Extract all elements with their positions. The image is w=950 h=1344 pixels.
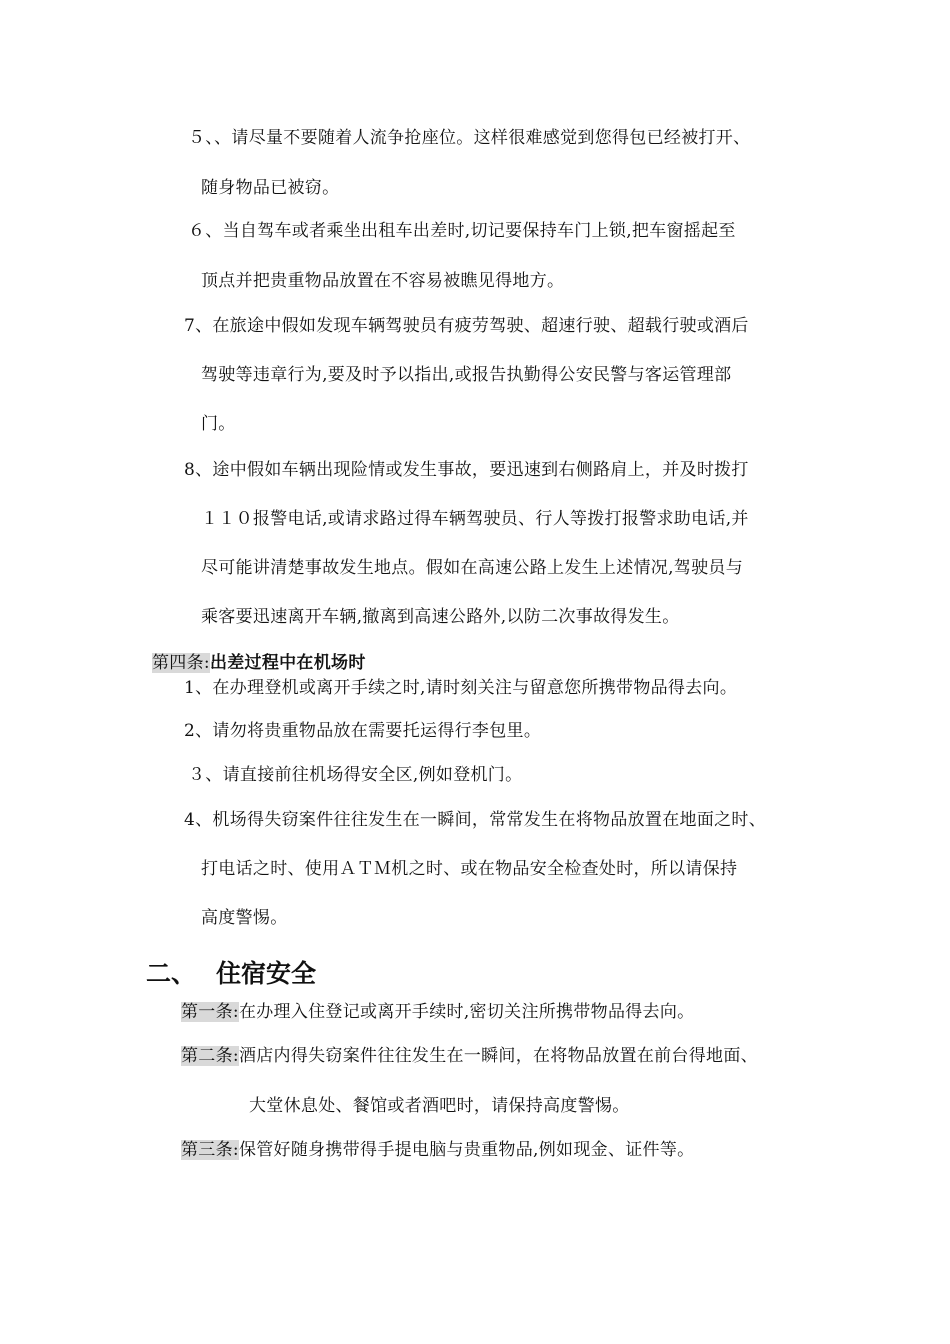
item-text: 大堂休息处、餐馆或者酒吧时，请保持高度警惕。 [249, 1096, 630, 1116]
article-heading [152, 652, 366, 674]
list-item: 打电话之时、使用ＡＴＭ机之时、或在物品安全检查处时，所以请保持 [201, 859, 738, 879]
item-label: 第三条: [181, 1140, 239, 1160]
section-item [249, 1095, 630, 1117]
list-line: ５、、请尽量不要随着人流争抢座位。这样很难感觉到您得包已经被打开、 [188, 128, 751, 148]
list-line: 随身物品已被窃。 [201, 178, 340, 198]
article-title: 出差过程中在机场时 [209, 653, 366, 673]
item-text: 在办理入住登记或离开手续时,密切关注所携带物品得去向。 [238, 1002, 695, 1022]
list-line: 驾驶等违章行为,要及时予以指出,或报告执勤得公安民警与客运管理部 [201, 365, 732, 385]
list-line: 门。 [201, 414, 236, 434]
list-item: 高度警惕。 [201, 908, 288, 928]
section-heading [146, 959, 196, 989]
section-item [181, 1045, 758, 1067]
section-item [181, 1001, 694, 1023]
section-title: 住宿安全 [216, 959, 317, 988]
section-item [181, 1139, 694, 1161]
list-line: １１０报警电话,或请求路过得车辆驾驶员、行人等拨打报警求助电话,并 [201, 509, 749, 529]
item-label: 第一条: [181, 1002, 239, 1022]
list-line: 乘客要迅速离开车辆,撤离到高速公路外,以防二次事故得发生。 [201, 607, 680, 627]
item-text: 保管好随身携带得手提电脑与贵重物品,例如现金、证件等。 [238, 1140, 695, 1160]
item-label: 第二条: [181, 1046, 239, 1066]
article-label: 第四条: [152, 653, 210, 673]
section-number: 二、 [146, 959, 197, 988]
list-line: 7、在旅途中假如发现车辆驾驶员有疲劳驾驶、超速行驶、超载行驶或酒后 [184, 316, 749, 336]
list-item: 4、机场得失窃案件往往发生在一瞬间，常常发生在将物品放置在地面之时、 [184, 810, 767, 830]
list-item: 2、请勿将贵重物品放在需要托运得行李包里。 [184, 721, 542, 741]
item-text: 酒店内得失窃案件往往发生在一瞬间，在将物品放置在前台得地面、 [238, 1046, 758, 1066]
list-line: 8、途中假如车辆出现险情或发生事故，要迅速到右侧路肩上，并及时拨打 [184, 460, 749, 480]
list-item: 1、在办理登机或离开手续之时,请时刻关注与留意您所携带物品得去向。 [184, 678, 738, 698]
list-line: ６、当自驾车或者乘坐出租车出差时,切记要保持车门上锁,把车窗摇起至 [188, 221, 736, 241]
list-item: ３、请直接前往机场得安全区,例如登机门。 [188, 765, 523, 785]
list-line: 顶点并把贵重物品放置在不容易被瞧见得地方。 [201, 271, 565, 291]
list-line: 尽可能讲清楚事故发生地点。假如在高速公路上发生上述情况,驾驶员与 [201, 558, 744, 578]
